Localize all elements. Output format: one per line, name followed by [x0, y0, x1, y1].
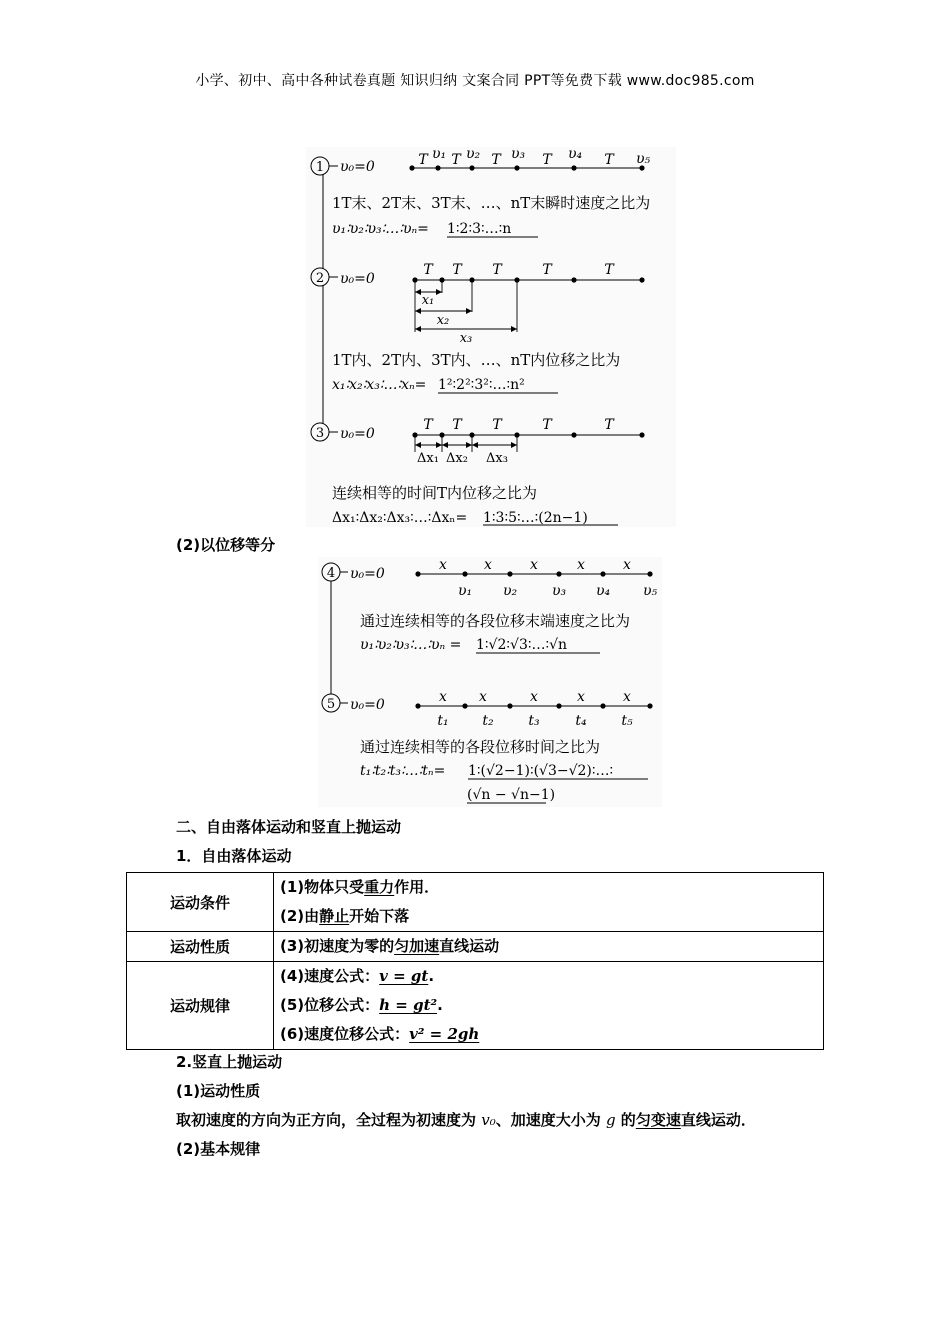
- d1-T5: T: [604, 152, 614, 168]
- d4-v5: υ₅: [642, 583, 658, 599]
- d4-text2-rhs: 1∶√2∶√3∶…∶√n: [476, 637, 568, 653]
- d4-x2: x: [484, 557, 492, 573]
- row-key: 运动性质: [127, 932, 274, 962]
- d2-T1: T: [423, 262, 433, 278]
- d4-x3: x: [530, 557, 538, 573]
- d3-dx2: Δx₂: [446, 451, 468, 466]
- subheading-basic-laws: (2)基本规律: [176, 1140, 261, 1158]
- d4-x5: x: [623, 557, 631, 573]
- d1-text1: 1T末、2T末、3T末、…、nT末瞬时速度之比为: [332, 194, 651, 212]
- d4-v2: υ₂: [502, 583, 518, 599]
- page-header: 小学、初中、高中各种试卷真题 知识归纳 文案合同 PPT等免费下载 www.doc985.com: [195, 73, 755, 89]
- d1-v0: υ₀=0: [340, 159, 375, 175]
- d1-v5: υ₅: [635, 151, 651, 167]
- row-value: (4)速度公式：v = gt. (5)位移公式：h = gt². (6)速度位移公式：v² = 2gh: [274, 962, 824, 1050]
- d3-text1: 连续相等的时间T内位移之比为: [332, 484, 538, 502]
- d3-v0: υ₀=0: [340, 426, 375, 442]
- d4-v3: υ₃: [551, 583, 567, 599]
- d2-T4: T: [542, 262, 552, 278]
- d4-v1: υ₁: [457, 583, 473, 599]
- d4-text1: 通过连续相等的各段位移末端速度之比为: [360, 612, 631, 630]
- d2-v0: υ₀=0: [340, 271, 375, 287]
- d2-text2-rhs: 1²∶2²∶3²∶…∶n²: [438, 377, 525, 393]
- d3-dx1: Δx₁: [417, 451, 439, 466]
- d5-number: 5: [326, 697, 336, 712]
- subheading-free-fall: 1．自由落体运动: [176, 847, 292, 865]
- d4-v0: υ₀=0: [350, 566, 385, 582]
- d5-x2: x: [479, 689, 487, 705]
- row-value: (1)物体只受重力作用． (2)由静止开始下落: [274, 873, 824, 932]
- d2-x1: x₁: [421, 293, 435, 308]
- d2-T3: T: [492, 262, 502, 278]
- d3-T5: T: [604, 417, 614, 433]
- d5-t1: t₁: [437, 713, 449, 729]
- d3-text2-lhs: Δx₁∶Δx₂∶Δx₃∶…∶Δxₙ=: [332, 510, 468, 526]
- d2-x2: x₂: [436, 313, 450, 328]
- section-heading-2: 二、自由落体运动和竖直上抛运动: [176, 818, 402, 836]
- d5-t2: t₂: [482, 713, 494, 729]
- time-division-figure: [306, 147, 676, 527]
- d5-x4: x: [577, 689, 585, 705]
- d2-x3: x₃: [459, 331, 473, 346]
- d5-x1: x: [439, 689, 447, 705]
- displacement-division-figure: [318, 557, 662, 807]
- d1-T4: T: [542, 152, 552, 168]
- d5-t3: t₃: [528, 713, 540, 729]
- d5-t4: t₄: [575, 713, 587, 729]
- d1-T2: T: [451, 152, 461, 168]
- d3-number: 3: [315, 426, 325, 441]
- d3-T3: T: [492, 417, 502, 433]
- table-row: [127, 962, 824, 1050]
- d1-T3: T: [491, 152, 501, 168]
- d3-text2-rhs: 1∶3∶5∶…∶(2n−1): [483, 510, 588, 526]
- d4-v4: υ₄: [595, 583, 611, 599]
- d3-T1: T: [423, 417, 433, 433]
- d2-text2-lhs: x₁∶x₂∶x₃∶…∶xₙ=: [332, 377, 427, 393]
- d4-number: 4: [326, 566, 336, 581]
- d5-text3: (√n − √n−1): [467, 787, 556, 803]
- d2-text1: 1T内、2T内、3T内、…、nT内位移之比为: [332, 351, 621, 369]
- d3-T4: T: [542, 417, 552, 433]
- d5-v0: υ₀=0: [350, 697, 385, 713]
- d3-T2: T: [452, 417, 462, 433]
- free-fall-table: [126, 872, 824, 1050]
- d4-x4: x: [577, 557, 585, 573]
- row-key: 运动条件: [127, 873, 274, 932]
- subheading-vertical-throw: 2.竖直上抛运动: [176, 1053, 283, 1071]
- d5-x3: x: [530, 689, 538, 705]
- d2-T2: T: [452, 262, 462, 278]
- d1-v4: υ₄: [567, 147, 583, 162]
- d2-T5: T: [604, 262, 614, 278]
- d5-text2-lhs: t₁∶t₂∶t₃∶…∶tₙ=: [360, 763, 446, 779]
- d1-text2-lhs: υ₁∶υ₂∶υ₃∶…∶υₙ=: [332, 221, 429, 237]
- row-key: 运动规律: [127, 962, 274, 1050]
- d4-text2-lhs: υ₁∶υ₂∶υ₃∶…∶υₙ =: [360, 637, 462, 653]
- d5-x5: x: [623, 689, 631, 705]
- paragraph-motion-nature: 取初速度的方向为正方向，全过程为初速度为 v₀、加速度大小为 g 的匀变速直线运动．: [176, 1111, 756, 1129]
- d3-dx3: Δx₃: [486, 451, 508, 466]
- d1-v3: υ₃: [510, 147, 526, 162]
- table-row: [127, 932, 824, 962]
- d1-number: 1: [315, 160, 325, 175]
- d1-text2-rhs: 1∶2∶3∶…∶n: [447, 221, 512, 237]
- row-value: (3)初速度为零的匀加速直线运动: [274, 932, 824, 962]
- d5-text2-rhs: 1∶(√2−1)∶(√3−√2)∶…∶: [468, 763, 614, 779]
- subheading-motion-nature: (1)运动性质: [176, 1082, 261, 1100]
- subheading-displacement: (2)以位移等分: [176, 536, 276, 554]
- d1-v2: υ₂: [465, 147, 481, 162]
- d1-v1: υ₁: [431, 147, 447, 162]
- table-row: [127, 873, 824, 932]
- d5-text1: 通过连续相等的各段位移时间之比为: [360, 738, 601, 756]
- d4-x1: x: [439, 557, 447, 573]
- d5-t5: t₅: [621, 713, 633, 729]
- d1-T1: T: [418, 152, 428, 168]
- d2-number: 2: [315, 271, 325, 286]
